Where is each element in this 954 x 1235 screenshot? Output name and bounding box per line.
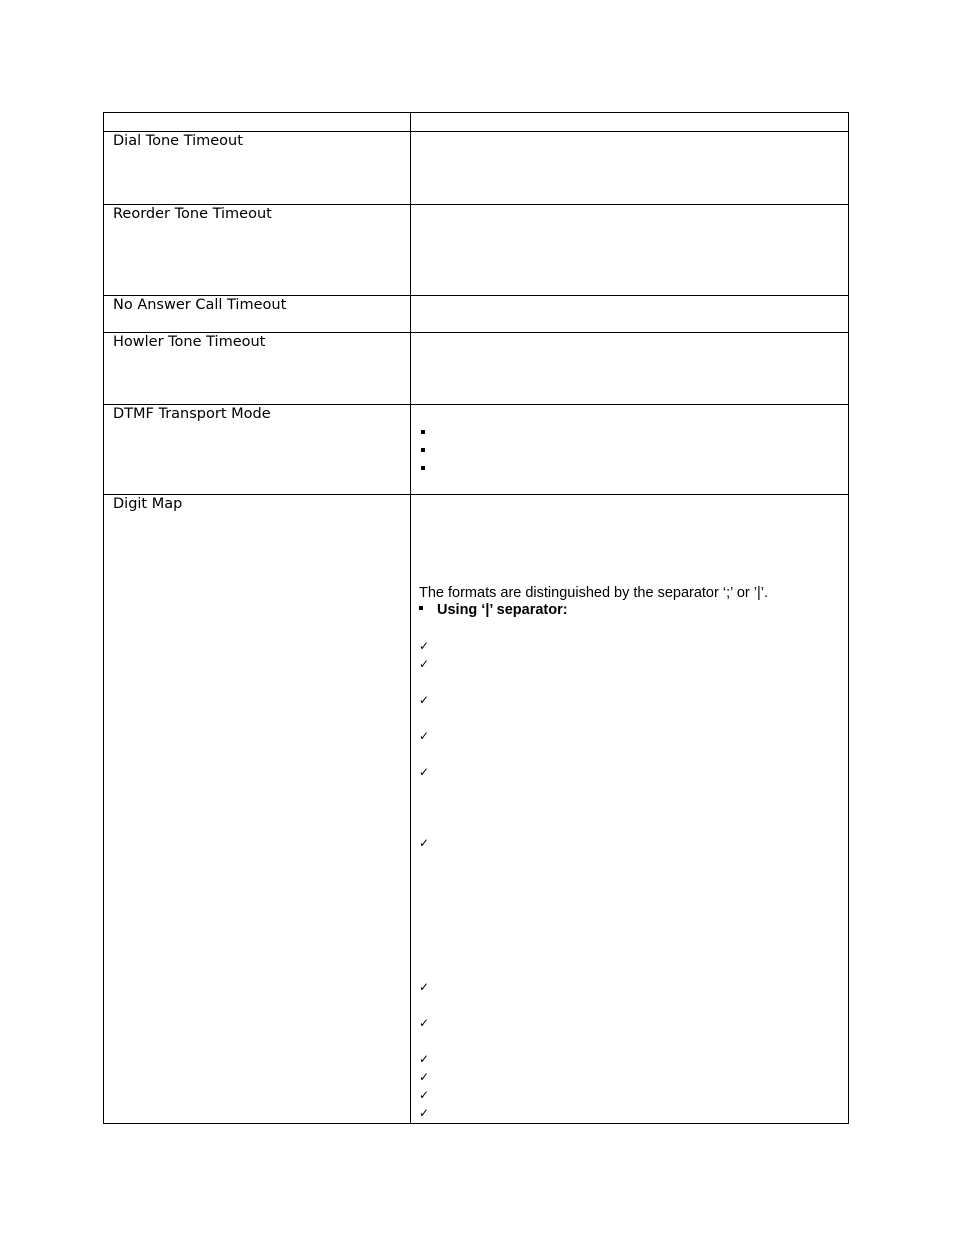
row-label: DTMF Transport Mode — [113, 406, 271, 422]
row-description-cell — [411, 333, 848, 404]
parameters-table — [103, 112, 849, 1124]
checkmark-icon: ✓ — [419, 729, 430, 743]
checkmark-icon: ✓ — [419, 980, 430, 994]
checkmark-icon: ✓ — [419, 1052, 430, 1066]
row-description-cell — [411, 205, 848, 295]
checkmark-icon: ✓ — [419, 765, 430, 779]
separator-heading: Using ‘|’ separator: — [437, 602, 568, 618]
checkmark-icon: ✓ — [419, 693, 430, 707]
table-row — [104, 405, 848, 495]
checkmark-icon: ✓ — [419, 639, 430, 653]
bullet-square-icon — [419, 606, 423, 610]
row-label-cell — [104, 405, 411, 494]
table-row — [104, 495, 848, 1123]
row-label-cell — [104, 495, 411, 1123]
row-description-cell — [411, 405, 848, 494]
row-label: No Answer Call Timeout — [113, 297, 287, 313]
table-header-row — [104, 113, 848, 132]
checkmark-icon: ✓ — [419, 836, 430, 850]
bullet-square-icon — [421, 430, 425, 434]
checkmark-icon: ✓ — [419, 1016, 430, 1030]
header-cell-parameter — [104, 113, 411, 131]
bullet-square-icon — [421, 466, 425, 470]
formats-description: The formats are distinguished by the separator ‘;’ or ’|’. — [419, 585, 768, 601]
separator-bullet — [419, 602, 568, 618]
row-label-cell — [104, 333, 411, 404]
table-row — [104, 132, 848, 205]
row-description-cell — [411, 296, 848, 332]
row-description-cell — [411, 132, 848, 204]
checkmark-icon: ✓ — [419, 1088, 430, 1102]
row-label-cell — [104, 296, 411, 332]
header-cell-description — [411, 113, 848, 131]
row-label: Howler Tone Timeout — [113, 334, 266, 350]
checkmark-icon: ✓ — [419, 1070, 430, 1084]
row-label-cell — [104, 205, 411, 295]
checkmark-icon: ✓ — [419, 1106, 430, 1120]
table-row — [104, 296, 848, 333]
bullet-square-icon — [421, 448, 425, 452]
row-description-cell — [411, 495, 848, 1123]
row-label: Reorder Tone Timeout — [113, 206, 272, 222]
table-row — [104, 205, 848, 296]
row-label: Dial Tone Timeout — [113, 133, 243, 149]
checkmark-icon: ✓ — [419, 657, 430, 671]
table-row — [104, 333, 848, 405]
row-label: Digit Map — [113, 496, 183, 512]
row-label-cell — [104, 132, 411, 204]
